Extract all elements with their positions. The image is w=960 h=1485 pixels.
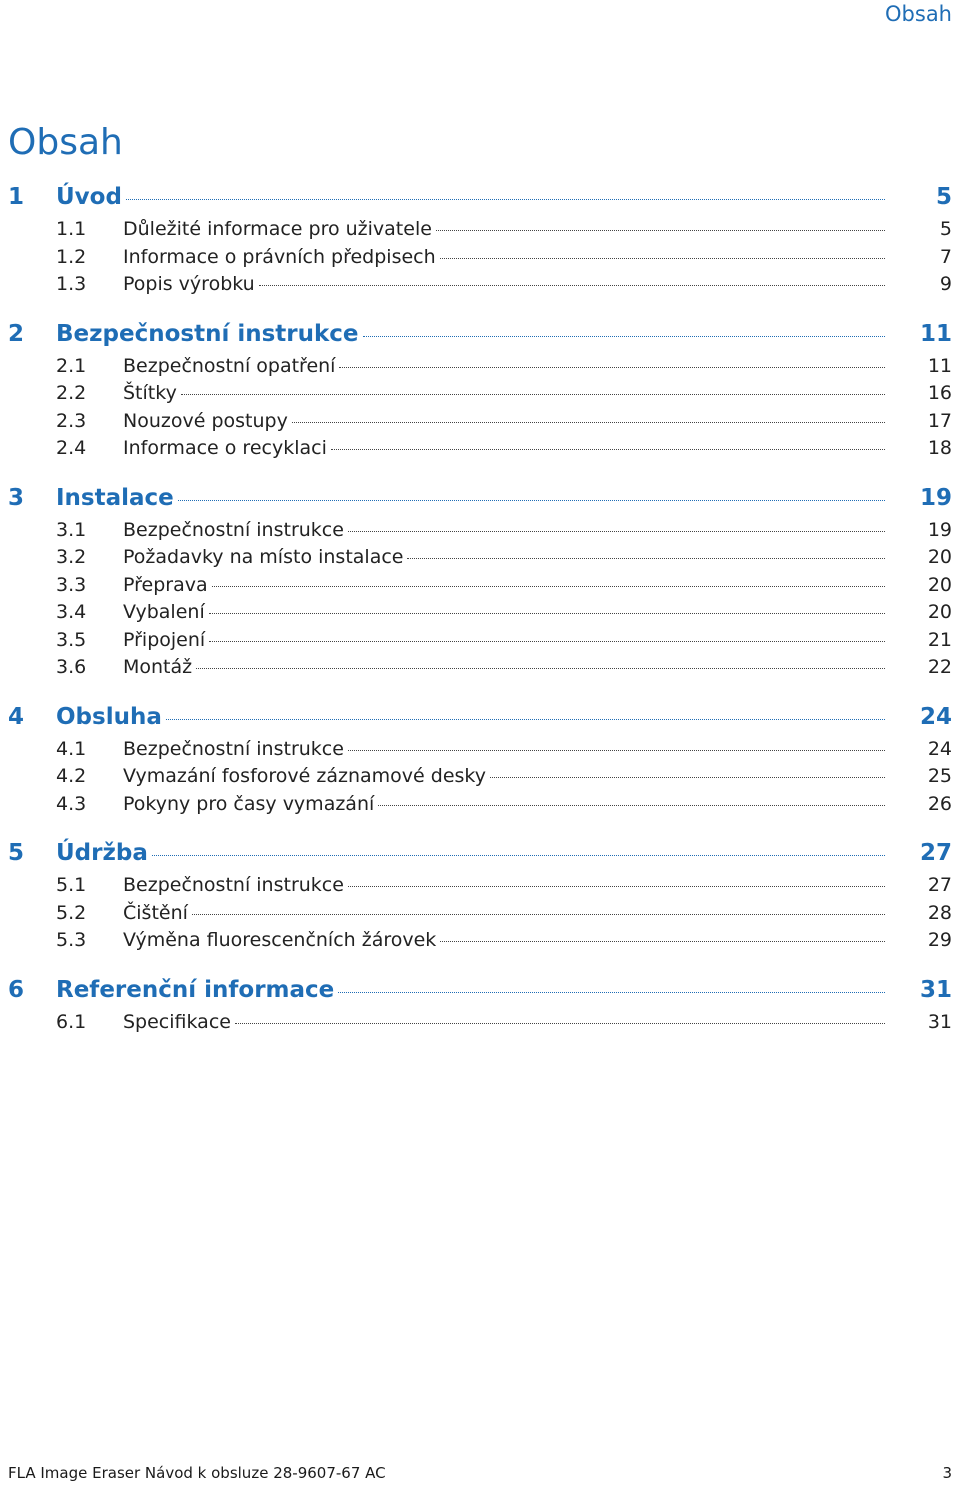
section-number: 3.5 [56, 628, 87, 651]
dot-leader [339, 367, 885, 368]
section-number: 1.1 [56, 218, 87, 240]
dot-leader [378, 805, 885, 806]
toc-chapter-entry[interactable] [0, 485, 960, 519]
dot-leader [166, 719, 885, 720]
section-number: 5.1 [56, 874, 87, 896]
toc-section-entry[interactable] [0, 546, 960, 574]
section-page-number: 29 [927, 929, 952, 951]
toc-section-entry[interactable] [0, 929, 960, 957]
toc-section-entry[interactable] [0, 601, 960, 629]
section-page-number: 11 [927, 354, 952, 377]
section-page-number: 27 [927, 874, 952, 896]
chapter-page-number: 24 [919, 703, 952, 730]
dot-leader [181, 394, 885, 395]
section-page-number: 25 [927, 765, 952, 787]
toc-section-entry[interactable] [0, 410, 960, 438]
section-page-number: 17 [927, 409, 952, 432]
section-title-wrap [123, 765, 885, 787]
toc-section-entry[interactable] [0, 902, 960, 930]
section-title-wrap [123, 601, 885, 623]
section-page-number: 22 [927, 656, 952, 678]
section-title-wrap [123, 656, 885, 678]
toc-section-entry[interactable] [0, 574, 960, 602]
toc-section-entry[interactable] [0, 1011, 960, 1039]
section-number: 2.4 [56, 437, 87, 459]
section-page-number: 16 [927, 382, 952, 404]
section-page-number: 18 [927, 437, 952, 459]
section-page-number: 5 [939, 218, 952, 240]
section-title: Štítky [123, 382, 177, 404]
dot-leader [407, 558, 885, 559]
chapter-title-wrap [56, 977, 885, 1003]
section-title: Popis výrobku [123, 273, 255, 295]
section-title: Montáž [123, 656, 193, 678]
chapter-page-number: 11 [919, 320, 952, 347]
section-number: 2.3 [56, 409, 87, 432]
section-page-number: 26 [927, 792, 952, 815]
section-number: 2.1 [56, 354, 87, 377]
dot-leader [440, 941, 885, 942]
section-title: Připojení [123, 628, 206, 651]
section-title: Požadavky na místo instalace [123, 546, 404, 568]
section-title: Vymazání fosforové záznamové desky [123, 765, 486, 787]
section-title: Nouzové postupy [123, 409, 288, 432]
section-page-number: 7 [939, 245, 952, 268]
section-title: Čištění [123, 901, 188, 924]
toc-section-entry[interactable] [0, 656, 960, 684]
section-title-wrap [123, 1011, 885, 1033]
section-title-wrap [123, 629, 885, 651]
section-title-wrap [123, 218, 885, 240]
chapter-title-wrap [56, 840, 885, 866]
toc-section-entry[interactable] [0, 793, 960, 821]
section-number: 5.3 [56, 929, 87, 951]
section-number: 5.2 [56, 901, 87, 924]
section-number: 3.2 [56, 546, 87, 568]
chapter-title: Bezpečnostní instrukce [56, 320, 359, 347]
toc-section-entry[interactable] [0, 355, 960, 383]
toc-chapter [0, 977, 960, 1039]
section-number: 1.2 [56, 245, 87, 268]
dot-leader [348, 750, 885, 751]
section-title: Výměna fluorescenčních žárovek [123, 929, 437, 951]
toc-section-entry[interactable] [0, 218, 960, 246]
section-title: Bezpečnostní instrukce [123, 737, 344, 760]
section-number: 4.2 [56, 765, 87, 787]
chapter-number: 4 [8, 703, 25, 730]
section-page-number: 20 [927, 573, 952, 596]
toc-section-entry[interactable] [0, 273, 960, 301]
section-title: Informace o recyklaci [123, 437, 327, 459]
dot-leader [363, 336, 885, 337]
section-title: Přeprava [123, 573, 208, 596]
dot-leader [440, 258, 885, 259]
section-number: 3.4 [56, 601, 87, 623]
section-number: 2.2 [56, 382, 87, 404]
toc-section-entry[interactable] [0, 437, 960, 465]
chapter-title-wrap [56, 184, 885, 210]
section-number: 3.1 [56, 518, 87, 541]
toc-chapter [0, 704, 960, 821]
toc-chapter-entry[interactable] [0, 704, 960, 738]
toc-section-entry[interactable] [0, 874, 960, 902]
dot-leader [152, 855, 885, 856]
dot-leader [331, 449, 885, 450]
toc-section-entry[interactable] [0, 519, 960, 547]
page-title: Obsah [8, 122, 123, 163]
chapter-title-wrap [56, 704, 885, 730]
section-title-wrap [123, 355, 885, 377]
section-title-wrap [123, 793, 885, 815]
section-title-wrap [123, 874, 885, 896]
dot-leader [196, 668, 885, 669]
chapter-title: Referenční informace [56, 976, 335, 1003]
section-title-wrap [123, 382, 885, 404]
section-page-number: 28 [927, 901, 952, 924]
dot-leader [209, 641, 885, 642]
section-title-wrap [123, 738, 885, 760]
section-title: Pokyny pro časy vymazání [123, 792, 375, 815]
section-title-wrap [123, 902, 885, 924]
dot-leader [292, 422, 885, 423]
section-number: 4.3 [56, 792, 87, 815]
toc-section-entry[interactable] [0, 246, 960, 274]
chapter-title: Úvod [56, 184, 122, 210]
section-title-wrap [123, 546, 885, 568]
chapter-title-wrap [56, 485, 885, 511]
section-title-wrap [123, 574, 885, 596]
chapter-page-number: 27 [919, 840, 952, 866]
section-number: 6.1 [56, 1010, 87, 1033]
chapter-title: Obsluha [56, 703, 162, 730]
footer-page-number: 3 [942, 1464, 952, 1482]
section-title-wrap [123, 929, 885, 951]
footer-document-id: FLA Image Eraser Návod k obsluze 28-9607-67 AC [8, 1464, 386, 1482]
section-page-number: 31 [927, 1010, 952, 1033]
toc-section-entry[interactable] [0, 382, 960, 410]
chapter-title: Instalace [56, 484, 174, 511]
dot-leader [490, 777, 885, 778]
chapter-page-number: 5 [935, 184, 952, 210]
section-title: Důležité informace pro uživatele [123, 218, 432, 240]
toc-chapter [0, 485, 960, 684]
dot-leader [348, 886, 885, 887]
toc-chapter-entry[interactable] [0, 840, 960, 874]
section-page-number: 20 [927, 601, 952, 623]
chapter-title-wrap [56, 321, 885, 347]
dot-leader [235, 1023, 885, 1024]
section-title: Informace o právních předpisech [123, 245, 436, 268]
chapter-number: 1 [8, 184, 25, 210]
toc-chapter-entry[interactable] [0, 184, 960, 218]
section-title: Bezpečnostní opatření [123, 354, 336, 377]
toc-chapter [0, 184, 960, 301]
chapter-number: 3 [8, 484, 25, 511]
dot-leader [212, 586, 885, 587]
section-page-number: 9 [939, 273, 952, 295]
chapter-title: Údržba [56, 840, 148, 866]
section-number: 3.3 [56, 573, 87, 596]
section-number: 4.1 [56, 737, 87, 760]
dot-leader [348, 531, 885, 532]
chapter-number: 6 [8, 976, 25, 1003]
dot-leader [178, 500, 885, 501]
dot-leader [192, 914, 885, 915]
toc-chapter-entry[interactable] [0, 321, 960, 355]
section-title-wrap [123, 246, 885, 268]
dot-leader [338, 992, 885, 993]
section-title: Bezpečnostní instrukce [123, 874, 344, 896]
dot-leader [259, 285, 885, 286]
section-page-number: 20 [927, 546, 952, 568]
section-page-number: 24 [927, 737, 952, 760]
section-title: Bezpečnostní instrukce [123, 518, 344, 541]
running-header-title: Obsah [885, 2, 952, 26]
toc-section-entry[interactable] [0, 738, 960, 766]
table-of-contents [0, 184, 960, 1058]
section-number: 1.3 [56, 273, 87, 295]
dot-leader [436, 230, 885, 231]
toc-section-entry[interactable] [0, 765, 960, 793]
section-number: 3.6 [56, 656, 87, 678]
section-title-wrap [123, 410, 885, 432]
toc-section-entry[interactable] [0, 629, 960, 657]
chapter-number: 5 [8, 840, 25, 866]
section-page-number: 21 [927, 628, 952, 651]
chapter-page-number: 31 [919, 976, 952, 1003]
section-title: Vybalení [123, 601, 205, 623]
section-title-wrap [123, 437, 885, 459]
toc-chapter [0, 840, 960, 957]
section-title: Specifikace [123, 1010, 231, 1033]
toc-chapter [0, 321, 960, 465]
section-page-number: 19 [927, 518, 952, 541]
dot-leader [126, 199, 885, 200]
section-title-wrap [123, 519, 885, 541]
dot-leader [209, 613, 885, 614]
toc-chapter-entry[interactable] [0, 977, 960, 1011]
section-title-wrap [123, 273, 885, 295]
chapter-page-number: 19 [919, 484, 952, 511]
chapter-number: 2 [8, 320, 25, 347]
